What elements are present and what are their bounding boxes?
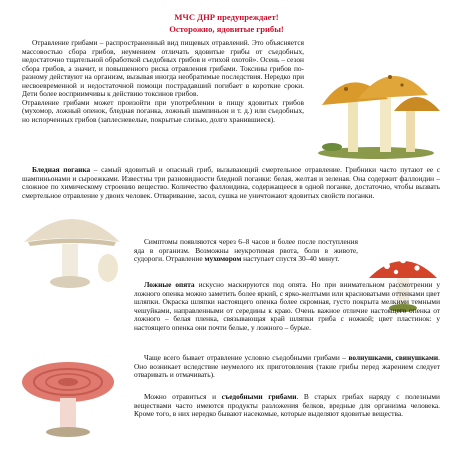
false-honey-paragraph: [22, 281, 440, 332]
death-cap-term: Бледная поганка: [32, 165, 91, 174]
conditional-text-a: Чаще всего бывает отравление условно съедобными грибами –: [144, 353, 349, 362]
false-honey-section: [22, 281, 440, 332]
edible-paragraph: [22, 393, 440, 419]
conditional-text-b: . Оно возникает вследствие неумелого их приготовления (такие грибы перед жарением следует отваривать и отмачивать).: [134, 353, 440, 379]
fly-agaric-term: мухомором: [204, 254, 242, 263]
false-honey-text: искусно маскируются под опята. Но при внимательном рассмотрении у ложного опенка можно заметить более яркий, с ярко-желтыми или красноватыми оттенками цвет шляпки. Окраска шляпки настоящего опенка более скромная, густо покрыта мелкими темными чешуйками, направленными от середины к краю. Очень важное отличие настоящего опенка от ложного – белая пленка, связывающая край шляпки гриба с ножкой; цвет пластинок: у настоящего опенка они почти белые, у ложного – бурые.: [134, 280, 440, 332]
intro-block: [22, 39, 304, 124]
edible-term: съедобными грибами: [221, 392, 297, 401]
intro-paragraph-2: Отравление грибами может произойти при употреблении в пищу ядовитых грибов (мухомор, ложный опенок, бледная поганка, ложный шампиньон и т. д.) или съедобных, но испорченных грибов (заплесневелые, покрытые слизью, долго хранившиеся).: [22, 97, 304, 124]
false-honey-term: Ложные опята: [144, 280, 195, 289]
conditional-paragraph: [134, 354, 440, 380]
death-cap-image: [18, 204, 126, 288]
intro-paragraph-1: Отравление грибами – распространенный вид пищевых отравлений. Это объясняется массовостью сбора грибов, неумением отличать ядовитые грибы от съедобных, недостаточно тщательной обработкой съедобных грибов и «тихой охотой». Осень – сезон сбора грибов, а значит, и повышенного риска отравления грибами. Токсины грибов по-разному действуют на организм, вызывая иногда необратимые последствия. Нередко при несвоевременной и недостаточной помощи пострадавший погибает в короткие сроки. Дети более восприимчивы к действию токсинов грибов.: [22, 38, 304, 98]
conditional-term: волнушками, свинушками: [348, 353, 439, 362]
death-cap-text: – самый ядовитый и опасный гриб, вызывающий смертельное отравление. Грибники часто путают ее с шампиньонами и сыроежками. Известны три разновидности бледной поганки: белая, желтая и зеленая. Она содержит фаллоидин – сложное по химическому строению вещество. Количество фаллоидина, содержащееся в одной поганке, достаточно, чтобы вызвать смертельное отравление у двоих человек. Отваривание, засол, сушка не уничтожают ядовитых свойств поганки.: [22, 165, 440, 200]
symptoms-block: [134, 238, 358, 264]
symptoms-text-b: наступает спустя 30–40 минут.: [241, 254, 340, 263]
symptoms-paragraph: [134, 238, 358, 264]
conditional-section: [134, 354, 440, 380]
header-line-1: МЧС ДНР предупреждает!: [174, 12, 279, 22]
symptoms-text-a: Симптомы появляются через 6–8 часов и более после поступления яда в организм. Возможны неукротимая рвота, боли в животе, судороги. Отравление: [134, 237, 358, 263]
death-cap-paragraph: [22, 166, 440, 200]
edible-section: [22, 393, 440, 419]
header-line-2: Осторожно, ядовитые грибы!: [169, 24, 284, 34]
edible-text-b: . В старых грибах наряду с полезными веществами часто имеются продукты разложения белков, вредные для организма человека. Кроме того, в них нередко бывают насекомые, которые выделяют ядовитые вещества.: [134, 392, 440, 418]
honey-fungus-image: [310, 55, 442, 160]
edible-text-a: Можно отравиться и: [144, 392, 222, 401]
death-cap-section: [22, 166, 440, 200]
